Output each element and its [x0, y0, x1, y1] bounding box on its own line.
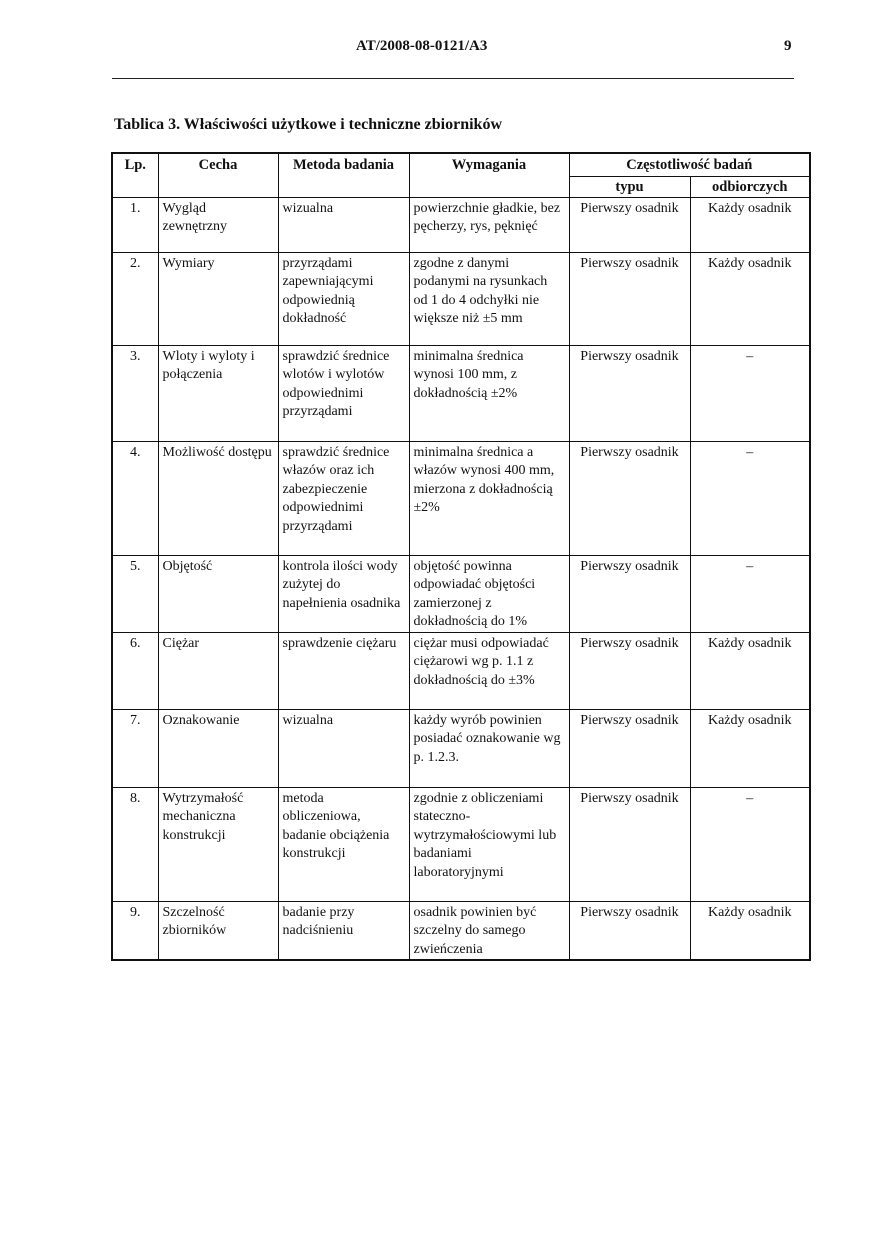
cell-lp: 3.: [112, 345, 158, 441]
column-header-lp: Lp.: [112, 153, 158, 197]
cell-typu: Pierwszy osadnik: [569, 252, 690, 345]
table-row: [112, 709, 810, 787]
table-caption: Tablica 3. Właściwości użytkowe i techniczne zbiorników: [114, 116, 502, 133]
document-number: AT/2008-08-0121/A3: [356, 38, 488, 54]
table-row: [112, 252, 810, 345]
cell-metoda: sprawdzenie ciężaru: [278, 632, 409, 709]
cell-metoda: sprawdzić średnice wlotów i wylotów odpowiednimi przyrządami: [278, 345, 409, 441]
table-row: [112, 555, 810, 632]
table-row: [112, 197, 810, 252]
cell-wymagania: osadnik powinien być szczelny do samego zwieńczenia: [409, 901, 569, 960]
cell-odbiorczych: –: [690, 345, 810, 441]
column-header-wymagania: Wymagania: [409, 153, 569, 197]
cell-odbiorczych: Każdy osadnik: [690, 901, 810, 960]
page-header: [0, 38, 888, 60]
cell-cecha: Oznakowanie: [158, 709, 278, 787]
cell-wymagania: każdy wyrób powinien posiadać oznakowanie wg p. 1.2.3.: [409, 709, 569, 787]
cell-typu: Pierwszy osadnik: [569, 787, 690, 901]
table-row: [112, 787, 810, 901]
cell-wymagania: ciężar musi odpowiadać ciężarowi wg p. 1.1 z dokładnością do ±3%: [409, 632, 569, 709]
cell-odbiorczych: Każdy osadnik: [690, 632, 810, 709]
cell-wymagania: objętość powinna odpowiadać objętości zamierzonej z dokładnością do 1%: [409, 555, 569, 632]
cell-odbiorczych: –: [690, 555, 810, 632]
header-rule: [112, 78, 794, 79]
cell-metoda: kontrola ilości wody zużytej do napełnienia osadnika: [278, 555, 409, 632]
cell-lp: 1.: [112, 197, 158, 252]
cell-lp: 6.: [112, 632, 158, 709]
column-header-cecha: Cecha: [158, 153, 278, 197]
cell-wymagania: powierzchnie gładkie, bez pęcherzy, rys, pęknięć: [409, 197, 569, 252]
table-row: [112, 632, 810, 709]
cell-wymagania: minimalna średnica a włazów wynosi 400 mm, mierzona z dokładnością ±2%: [409, 441, 569, 555]
cell-typu: Pierwszy osadnik: [569, 441, 690, 555]
column-header-metoda: Metoda badania: [278, 153, 409, 197]
cell-lp: 9.: [112, 901, 158, 960]
column-header-czestotliwosc: Częstotliwość badań: [569, 153, 810, 177]
cell-typu: Pierwszy osadnik: [569, 709, 690, 787]
cell-cecha: Ciężar: [158, 632, 278, 709]
cell-metoda: metoda obliczeniowa, badanie obciążenia konstrukcji: [278, 787, 409, 901]
cell-lp: 4.: [112, 441, 158, 555]
cell-cecha: Wygląd zewnętrzny: [158, 197, 278, 252]
cell-metoda: przyrządami zapewniającymi odpowiednią dokładność: [278, 252, 409, 345]
cell-wymagania: minimalna średnica wynosi 100 mm, z dokładnością ±2%: [409, 345, 569, 441]
cell-typu: Pierwszy osadnik: [569, 632, 690, 709]
cell-lp: 7.: [112, 709, 158, 787]
table-row: [112, 345, 810, 441]
cell-metoda: sprawdzić średnice włazów oraz ich zabezpieczenie odpowiednimi przyrządami: [278, 441, 409, 555]
cell-odbiorczych: Każdy osadnik: [690, 197, 810, 252]
cell-lp: 8.: [112, 787, 158, 901]
cell-typu: Pierwszy osadnik: [569, 555, 690, 632]
cell-cecha: Wloty i wyloty i połączenia: [158, 345, 278, 441]
cell-odbiorczych: Każdy osadnik: [690, 709, 810, 787]
table-row: [112, 901, 810, 960]
cell-cecha: Objętość: [158, 555, 278, 632]
cell-cecha: Szczelność zbiorników: [158, 901, 278, 960]
properties-table: [111, 152, 811, 961]
table-row: [112, 441, 810, 555]
column-header-typu: typu: [569, 177, 690, 198]
cell-lp: 5.: [112, 555, 158, 632]
cell-cecha: Wytrzymałość mechaniczna konstrukcji: [158, 787, 278, 901]
cell-lp: 2.: [112, 252, 158, 345]
cell-wymagania: zgodnie z obliczeniami stateczno-wytrzymałościowymi lub badaniami laboratoryjnymi: [409, 787, 569, 901]
cell-cecha: Możliwość dostępu: [158, 441, 278, 555]
cell-typu: Pierwszy osadnik: [569, 901, 690, 960]
cell-odbiorczych: –: [690, 441, 810, 555]
cell-metoda: badanie przy nadciśnieniu: [278, 901, 409, 960]
cell-typu: Pierwszy osadnik: [569, 197, 690, 252]
cell-wymagania: zgodne z danymi podanymi na rysunkach od 1 do 4 odchyłki nie większe niż ±5 mm: [409, 252, 569, 345]
cell-odbiorczych: Każdy osadnik: [690, 252, 810, 345]
cell-metoda: wizualna: [278, 709, 409, 787]
cell-odbiorczych: –: [690, 787, 810, 901]
cell-metoda: wizualna: [278, 197, 409, 252]
column-header-odbiorczych: odbiorczych: [690, 177, 810, 198]
cell-cecha: Wymiary: [158, 252, 278, 345]
cell-typu: Pierwszy osadnik: [569, 345, 690, 441]
page-number: 9: [784, 38, 792, 54]
